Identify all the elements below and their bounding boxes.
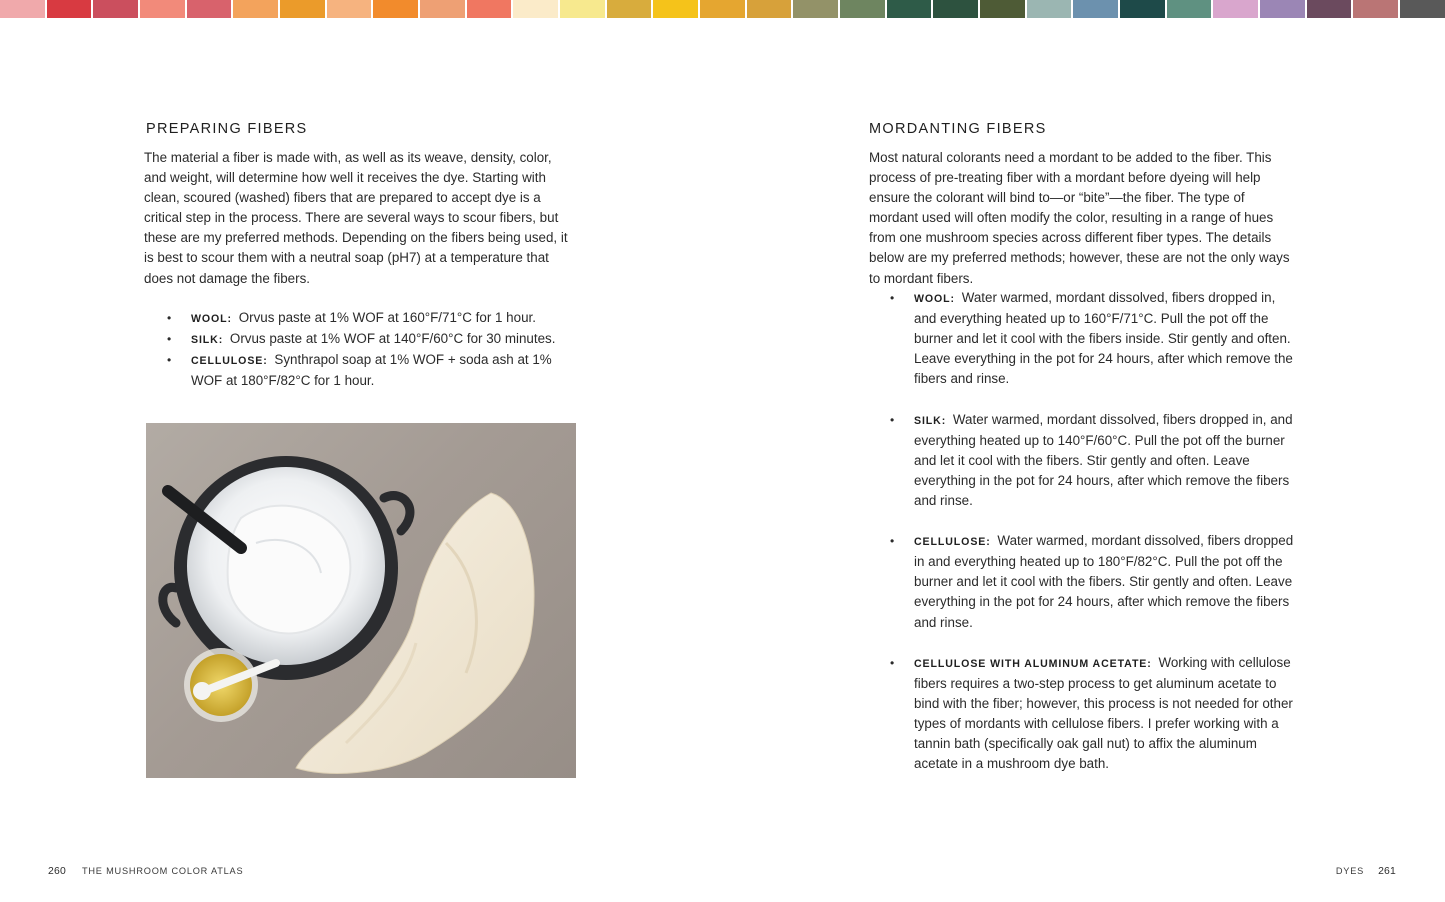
color-swatch (1073, 0, 1120, 18)
running-title: THE MUSHROOM COLOR ATLAS (81, 866, 244, 876)
bullet-text: Synthrapol soap at 1% WOF + soda ash at 1% WOF at 180°F/82°C for 1 hour. (191, 352, 552, 389)
preparing-fibers-paragraph: The material a fiber is made with, as well as its weave, density, color, and weight, will determine how well it receives the dye. Starting with clean, scoured (washed) fibers that are prepared to accept dye is a critical step in the process. There are several ways to scour fibers, but these are my preferred methods. Depending on the fibers being used, it is best to scour them with a neutral soap (pH7) at a temperature that does not damage the fibers. (144, 150, 568, 286)
color-swatch-strip (0, 0, 1445, 18)
list-item (914, 288, 1294, 389)
color-swatch (653, 0, 700, 18)
color-swatch (747, 0, 794, 18)
color-swatch (980, 0, 1027, 18)
footer-left (48, 866, 243, 877)
mordanting-fibers-paragraph: Most natural colorants need a mordant to be added to the fiber. This process of pre-treating fiber with a mordant before dyeing will help ensure the colorant will bind to—or “bite”—the fiber. The type of mordant used will often modify the color, resulting in a range of hues from one mushroom species across different fiber types. The details below are my preferred methods; however, these are not the only ways to mordant fibers. (869, 150, 1290, 286)
section-title-preparing-fibers: PREPARING FIBERS (146, 121, 308, 137)
color-swatch (793, 0, 840, 18)
list-item (914, 531, 1294, 632)
list-item (914, 410, 1294, 511)
color-swatch (420, 0, 467, 18)
color-swatch (1027, 0, 1074, 18)
color-swatch (93, 0, 140, 18)
section-title-mordanting-fibers: MORDANTING FIBERS (869, 121, 1047, 137)
color-swatch (560, 0, 607, 18)
color-swatch (1260, 0, 1307, 18)
color-swatch (233, 0, 280, 18)
bullet-text: Water warmed, mordant dissolved, fibers dropped in, and everything heated up to 140°F/60°C. Pull the pot off the burner and let it cool with the fibers. Stir gently and often. Leave everything in the pot for 24 hours, after which remove the fibers and rinse. (914, 411, 1293, 508)
color-swatch (140, 0, 187, 18)
list-item (191, 350, 571, 391)
page-number-right: 261 (1378, 866, 1396, 877)
bullet-text: Water warmed, mordant dissolved, fibers dropped in, and everything heated up to 160°F/71°C. Pull the pot off the burner and let it cool with the fibers inside. Stir gently and often. Leave everything in the pot for 24 hours, after which remove the fibers and rinse. (914, 290, 1293, 387)
bullet-text: Working with cellulose fibers requires a two-step process to get aluminum acetate to bind with the fiber; however, this process is not needed for other types of mordants with cellulose fibers. I prefer working with a tannin bath (specifically oak gall nut) to affix the aluminum acetate in a mushroom dye bath. (914, 654, 1293, 772)
color-swatch (700, 0, 747, 18)
color-swatch (840, 0, 887, 18)
color-swatch (0, 0, 47, 18)
color-swatch (607, 0, 654, 18)
bullet-term: WOOL: (191, 313, 232, 325)
bullet-term: CELLULOSE WITH ALUMINUM ACETATE: (914, 657, 1152, 670)
bullet-text: Water warmed, mordant dissolved, fibers dropped in and everything heated up to 180°F/82°C. Pull the pot off the burner and let it cool with the fibers. Stir gently and often. Leave everything in the pot for 24 hours, after which remove the fibers and rinse. (914, 533, 1294, 630)
color-swatch (1307, 0, 1354, 18)
list-item (914, 653, 1294, 775)
color-swatch (1400, 0, 1445, 18)
color-swatch (1213, 0, 1260, 18)
color-swatch (327, 0, 374, 18)
bullet-text: Orvus paste at 1% WOF at 160°F/71°C for 1 hour. (238, 310, 536, 325)
color-swatch (1353, 0, 1400, 18)
scouring-pot-photo (146, 423, 576, 778)
bullet-text: Orvus paste at 1% WOF at 140°F/60°C for 30 minutes. (229, 331, 556, 347)
running-section: DYES (1335, 866, 1365, 876)
list-item (191, 329, 571, 350)
color-swatch (373, 0, 420, 18)
color-swatch (280, 0, 327, 18)
color-swatch (187, 0, 234, 18)
bullet-term: SILK: (914, 414, 947, 427)
color-swatch (1120, 0, 1167, 18)
page-number-left: 260 (48, 866, 66, 877)
bullet-term: CELLULOSE: (914, 536, 991, 549)
bullet-term: CELLULOSE: (191, 355, 268, 368)
list-item (191, 308, 571, 329)
color-swatch (467, 0, 514, 18)
color-swatch (887, 0, 934, 18)
color-swatch (1167, 0, 1214, 18)
scouring-methods-list (191, 308, 571, 391)
color-swatch (47, 0, 94, 18)
color-swatch (933, 0, 980, 18)
bullet-term: SILK: (191, 334, 224, 347)
footer-right (1336, 866, 1396, 877)
mordanting-methods-list (914, 288, 1294, 774)
color-swatch (513, 0, 560, 18)
bullet-term: WOOL: (914, 293, 955, 305)
